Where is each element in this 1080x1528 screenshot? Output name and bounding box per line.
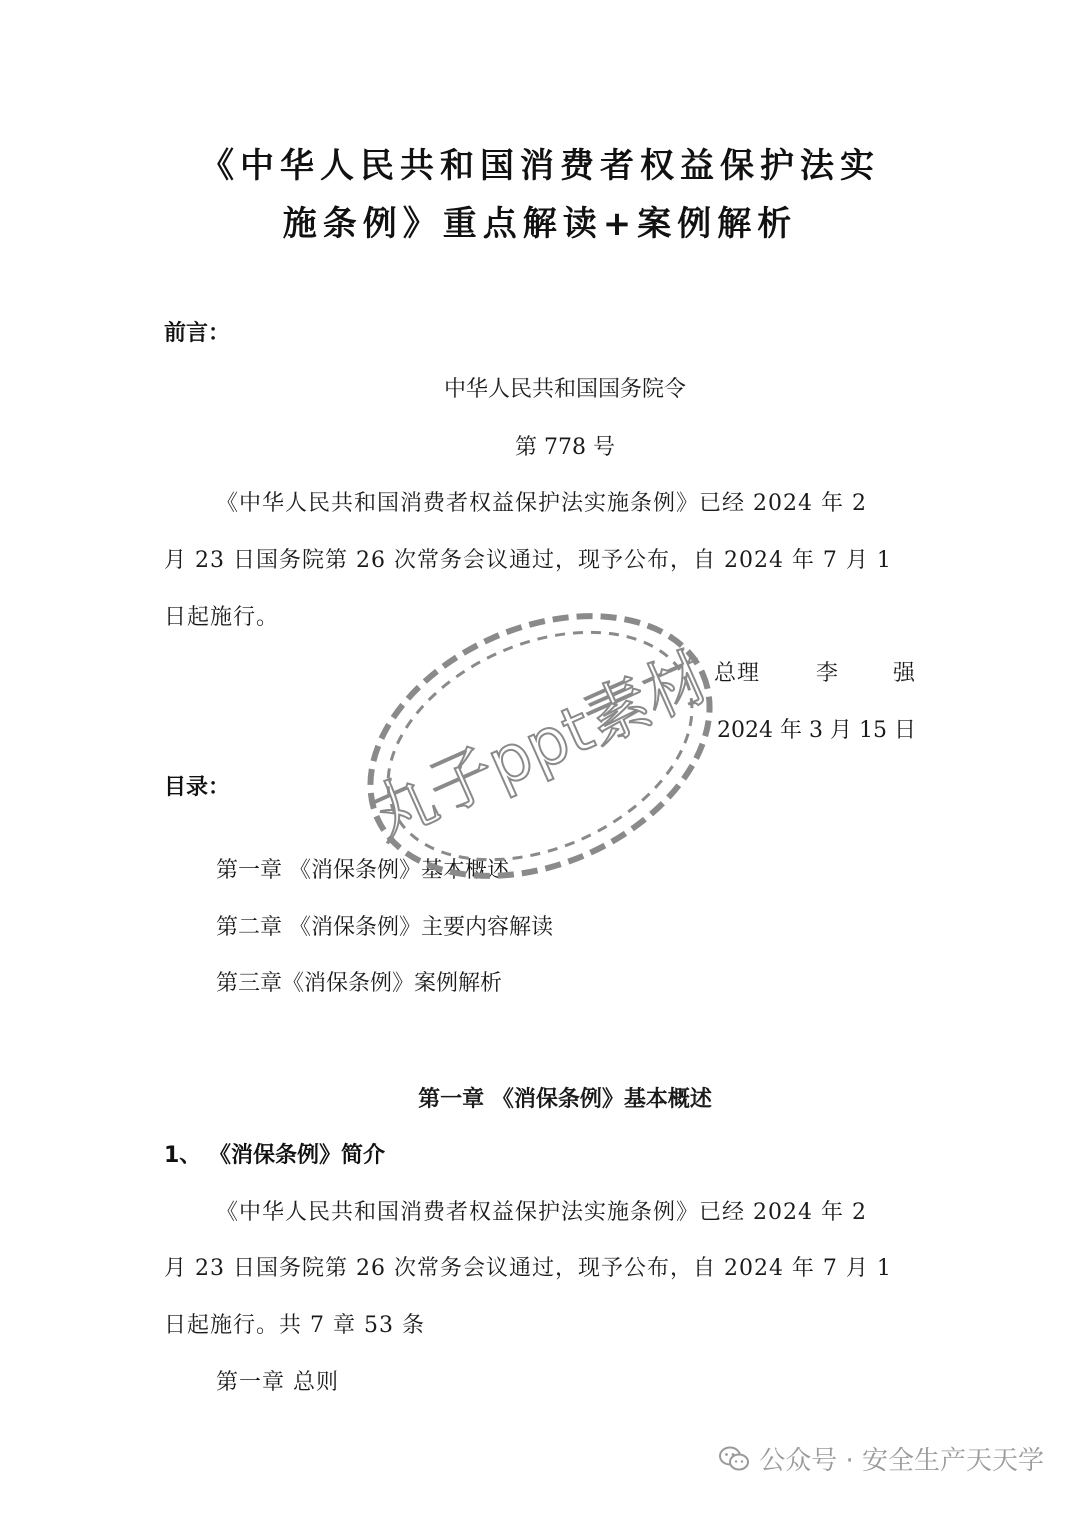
watermark-text: 丸子ppt素材 xyxy=(359,639,721,855)
section-1-text-line-3: 日起施行。共 7 章 53 条 xyxy=(164,1313,425,1338)
watermark-stamp xyxy=(340,596,740,896)
section-1-text-line-2: 月 23 日国务院第 26 次常务会议通过，现予公布，自 2024 年 7 月 1 xyxy=(164,1256,892,1281)
signature-date: 2024 年 3 月 15 日 xyxy=(717,718,916,743)
decree-issuer: 中华人民共和国国务院令 xyxy=(443,377,686,402)
wechat-icon xyxy=(719,1446,749,1472)
decree-text-line-3: 日起施行。 xyxy=(164,605,280,630)
decree-number: 第 778 号 xyxy=(515,435,615,460)
toc-item: 第一章 《消保条例》基本概述 xyxy=(216,858,509,883)
signature-role: 总理 xyxy=(714,661,761,686)
chapter-1-title: 第一章 《消保条例》基本概述 xyxy=(418,1087,712,1112)
signature-name-first: 李 xyxy=(816,661,840,686)
toc-item: 第二章 《消保条例》主要内容解读 xyxy=(216,915,553,940)
toc-item: 第三章《消保条例》案例解析 xyxy=(216,971,503,996)
decree-text-line-1: 《中华人民共和国消费者权益保护法实施条例》已经 2024 年 2 xyxy=(216,491,867,516)
preface-label: 前言： xyxy=(164,321,231,346)
section-1-text-line-1: 《中华人民共和国消费者权益保护法实施条例》已经 2024 年 2 xyxy=(216,1200,867,1225)
signature-name-last: 强 xyxy=(893,661,917,686)
document-title-line-1: 《中华人民共和国消费者权益保护法实 xyxy=(200,146,880,186)
section-1-heading: 1、 《消保条例》简介 xyxy=(164,1143,385,1168)
decree-text-line-2: 月 23 日国务院第 26 次常务会议通过，现予公布，自 2024 年 7 月 1 xyxy=(164,548,892,573)
chapter-general-line: 第一章 总则 xyxy=(216,1370,339,1395)
footer-account-text: 公众号 · 安全生产天天学 xyxy=(759,1446,1044,1476)
document-title-line-2: 施条例》重点解读+案例解析 xyxy=(282,204,798,244)
toc-label: 目录： xyxy=(164,775,231,800)
footer-account xyxy=(719,1440,1044,1477)
